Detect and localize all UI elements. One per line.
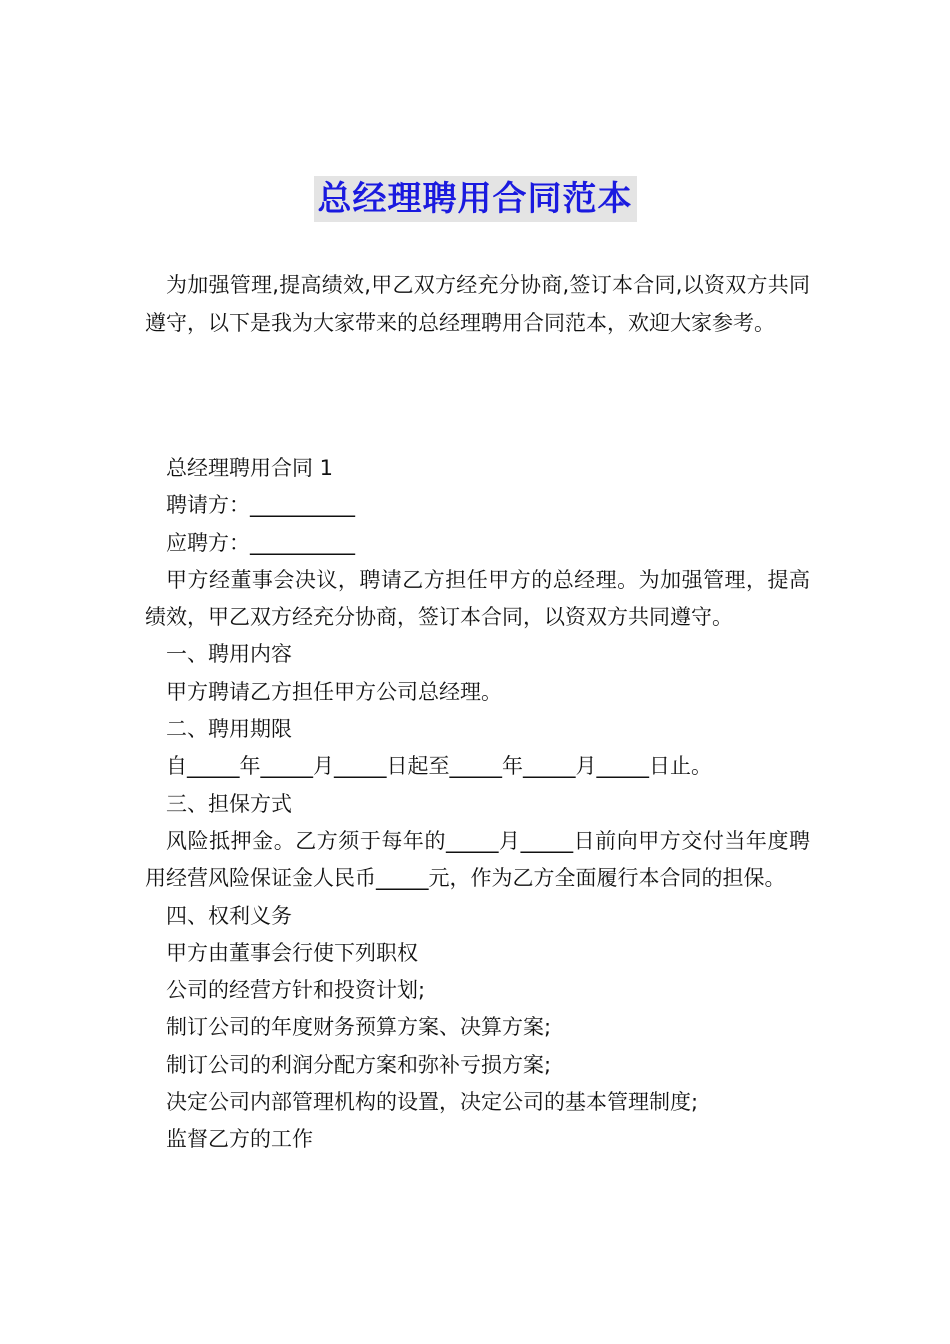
section4-item: 甲方由董事会行使下列职权 — [166, 940, 418, 965]
section4-item: 决定公司内部管理机构的设置，决定公司的基本管理制度; — [166, 1090, 699, 1115]
section2-heading: 二、聘用期限 — [166, 717, 292, 742]
employee-line: 应聘方：__________ — [166, 530, 355, 555]
section3-heading: 三、担保方式 — [166, 791, 292, 816]
section4-item: 制订公司的利润分配方案和弥补亏损方案; — [166, 1052, 552, 1077]
contract-heading: 总经理聘用合同 1 — [166, 456, 334, 480]
section1-text: 甲方聘请乙方担任甲方公司总经理。 — [166, 679, 502, 704]
intro-paragraph: 为加强管理,提高绩效,甲乙双方经充分协商,签订本合同,以资双方共同遵守，以下是我为大家带来的总经理聘用合同范本，欢迎大家参考。 — [145, 273, 810, 335]
employer-line: 聘请方：__________ — [166, 493, 355, 518]
document-title: 总经理聘用合同范本 — [314, 176, 637, 222]
section1-heading: 一、聘用内容 — [166, 642, 292, 667]
contract-body — [145, 450, 810, 1159]
section4-heading: 四、权利义务 — [166, 903, 292, 928]
section4-item: 监督乙方的工作 — [166, 1127, 313, 1152]
section4-item: 公司的经营方针和投资计划; — [166, 978, 426, 1003]
section3-text: 风险抵押金。乙方须于每年的_____月_____日前向甲方交付当年度聘用经营风险保证金人民币_____元，作为乙方全面履行本合同的担保。 — [145, 828, 810, 891]
section4-item: 制订公司的年度财务预算方案、决算方案; — [166, 1015, 552, 1040]
section2-text: 自_____年_____月_____日起至_____年_____月_____日止。 — [166, 754, 712, 779]
title-container — [0, 176, 950, 222]
preamble-paragraph: 甲方经董事会决议，聘请乙方担任甲方的总经理。为加强管理，提高绩效，甲乙双方经充分协商，签订本合同，以资双方共同遵守。 — [145, 567, 810, 630]
